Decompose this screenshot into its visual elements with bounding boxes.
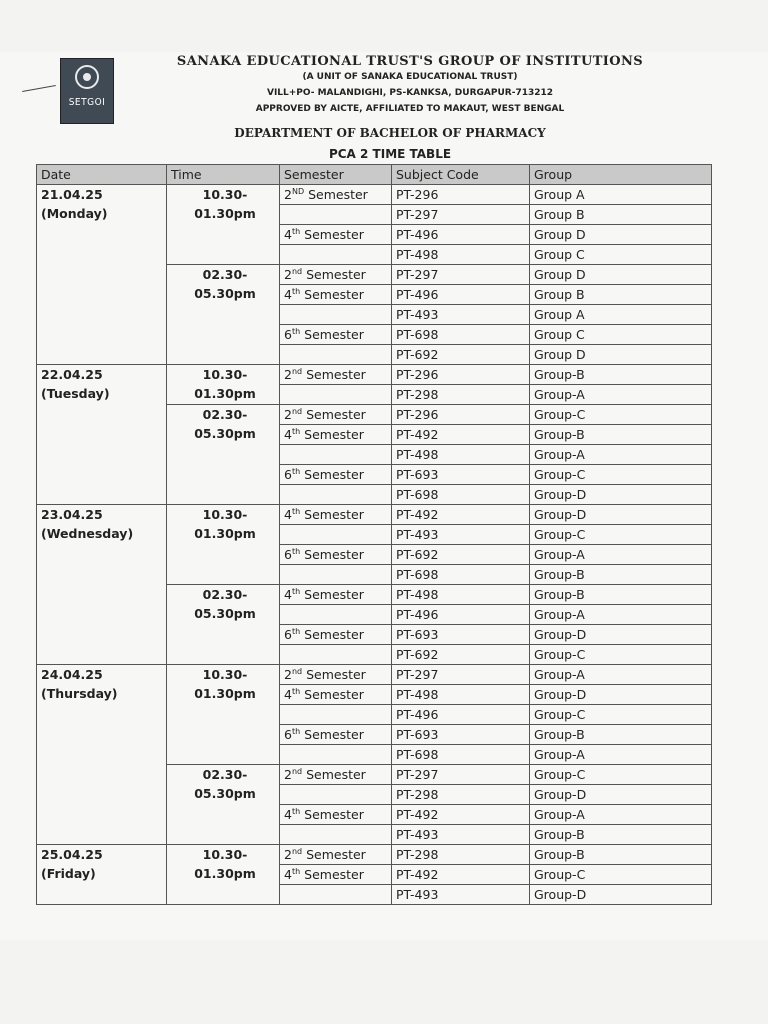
day-name: (Friday) [41,866,96,881]
semester-number: 6 [284,547,292,562]
group-cell: Group-B [530,365,712,385]
semester-cell [280,185,392,205]
semester-cell [280,325,392,345]
semester-cell [280,605,392,625]
page-title: PCA 2 TIME TABLE [328,147,452,161]
semester-number: 6 [284,727,292,742]
semester-ordinal: th [291,626,301,636]
group-cell: Group-D [530,685,712,705]
semester-cell [280,685,392,705]
time-end: 05.30pm [194,426,256,441]
group-cell: Group-D [530,885,712,905]
group-cell: Group D [530,265,712,285]
subject-code-cell: PT-297 [392,265,530,285]
semester-ordinal: th [291,686,301,696]
semester-cell [280,745,392,765]
column-header-date: Date [37,165,167,185]
time-end: 05.30pm [194,286,256,301]
semester-number: 2 [284,267,292,282]
semester-cell [280,205,392,225]
group-cell: Group-A [530,745,712,765]
semester-cell [280,265,392,285]
semester-ordinal: nd [291,666,303,676]
semester-cell [280,705,392,725]
time-end: 01.30pm [194,526,256,541]
subject-code-cell: PT-496 [392,225,530,245]
date-value: 24.04.25 [41,667,103,682]
time-end: 05.30pm [194,606,256,621]
semester-ordinal: th [291,326,301,336]
address-line: VILL+PO- MALANDIGHI, PS-KANKSA, DURGAPUR-713212 [266,88,554,98]
subject-code-cell: PT-296 [392,365,530,385]
semester-label: Semester [300,467,364,482]
semester-label: Semester [300,807,364,822]
table-row [37,845,712,865]
semester-number: 4 [284,287,292,302]
subject-code-cell: PT-492 [392,425,530,445]
group-cell: Group-A [530,545,712,565]
semester-ordinal: th [291,466,301,476]
subject-code-cell: PT-692 [392,345,530,365]
table-header-row [37,165,712,185]
subject-code-cell: PT-297 [392,205,530,225]
group-cell: Group-C [530,405,712,425]
semester-label: Semester [302,667,366,682]
group-cell: Group-A [530,805,712,825]
subject-code-cell: PT-492 [392,865,530,885]
semester-label: Semester [302,767,366,782]
semester-label: Semester [300,587,364,602]
subject-code-cell: PT-692 [392,645,530,665]
semester-number: 4 [284,427,292,442]
semester-ordinal: nd [291,846,303,856]
date-cell [37,665,167,845]
day-name: (Wednesday) [41,526,134,541]
subject-code-cell: PT-496 [392,705,530,725]
semester-label: Semester [300,867,364,882]
semester-ordinal: th [291,726,301,736]
table-row [37,365,712,385]
semester-ordinal: ND [291,186,305,196]
day-name: (Thursday) [41,686,118,701]
subject-code-cell: PT-693 [392,625,530,645]
subject-code-cell: PT-698 [392,745,530,765]
date-cell [37,185,167,365]
semester-ordinal: th [291,286,301,296]
group-cell: Group B [530,205,712,225]
date-value: 25.04.25 [41,847,103,862]
semester-number: 6 [284,627,292,642]
group-cell: Group-B [530,845,712,865]
time-start: 10.30- [202,187,248,202]
subject-code-cell: PT-493 [392,305,530,325]
semester-cell [280,625,392,645]
group-cell: Group-C [530,465,712,485]
subject-code-cell: PT-493 [392,525,530,545]
semester-cell [280,445,392,465]
semester-cell [280,765,392,785]
group-cell: Group-C [530,705,712,725]
group-cell: Group-D [530,505,712,525]
semester-cell [280,425,392,445]
group-cell: Group-B [530,725,712,745]
semester-number: 4 [284,687,292,702]
group-cell: Group-B [530,425,712,445]
semester-label: Semester [300,227,364,242]
time-end: 01.30pm [194,686,256,701]
semester-cell [280,865,392,885]
column-header-group: Group [530,165,712,185]
semester-cell [280,345,392,365]
subject-code-cell: PT-698 [392,565,530,585]
group-cell: Group A [530,185,712,205]
time-cell [167,365,280,405]
group-cell: Group-B [530,825,712,845]
subject-code-cell: PT-496 [392,285,530,305]
date-cell [37,505,167,665]
semester-label: Semester [304,187,368,202]
subject-code-cell: PT-297 [392,665,530,685]
emblem-icon [75,65,99,89]
semester-cell [280,225,392,245]
time-start: 02.30- [202,267,248,282]
semester-label: Semester [300,287,364,302]
semester-ordinal: th [291,506,301,516]
subject-code-cell: PT-493 [392,825,530,845]
timetable [36,164,712,905]
subject-code-cell: PT-297 [392,765,530,785]
semester-number: 2 [284,407,292,422]
semester-number: 2 [284,367,292,382]
subject-code-cell: PT-492 [392,805,530,825]
subject-code-cell: PT-298 [392,785,530,805]
time-cell [167,665,280,765]
table-row [37,185,712,205]
semester-cell [280,665,392,685]
column-header-subject-code: Subject Code [392,165,530,185]
group-cell: Group-B [530,565,712,585]
semester-label: Semester [300,427,364,442]
semester-number: 2 [284,667,292,682]
group-cell: Group-C [530,645,712,665]
semester-label: Semester [302,407,366,422]
semester-ordinal: th [291,426,301,436]
semester-number: 6 [284,327,292,342]
group-cell: Group D [530,225,712,245]
time-cell [167,185,280,265]
column-header-semester: Semester [280,165,392,185]
semester-label: Semester [302,267,366,282]
semester-label: Semester [300,627,364,642]
semester-ordinal: th [291,806,301,816]
semester-cell [280,585,392,605]
subject-code-cell: PT-698 [392,325,530,345]
time-start: 02.30- [202,407,248,422]
time-cell [167,845,280,905]
semester-number: 2 [284,767,292,782]
time-start: 10.30- [202,367,248,382]
semester-number: 4 [284,867,292,882]
institution-name: SANAKA EDUCATIONAL TRUST'S GROUP OF INSTITUTIONS [176,54,644,69]
semester-cell [280,385,392,405]
semester-cell [280,825,392,845]
time-cell [167,265,280,365]
group-cell: Group-C [530,865,712,885]
group-cell: Group-A [530,605,712,625]
date-cell [37,365,167,505]
time-start: 02.30- [202,767,248,782]
semester-number: 4 [284,807,292,822]
group-cell: Group A [530,305,712,325]
subject-code-cell: PT-498 [392,685,530,705]
group-cell: Group B [530,285,712,305]
semester-label: Semester [300,547,364,562]
semester-label: Semester [300,687,364,702]
group-cell: Group-B [530,585,712,605]
subject-code-cell: PT-493 [392,885,530,905]
semester-cell [280,785,392,805]
semester-cell [280,485,392,505]
table-row [37,505,712,525]
time-start: 10.30- [202,847,248,862]
time-start: 10.30- [202,667,248,682]
semester-cell [280,645,392,665]
semester-cell [280,245,392,265]
subject-code-cell: PT-492 [392,505,530,525]
semester-cell [280,525,392,545]
group-cell: Group C [530,325,712,345]
table-row [37,665,712,685]
column-header-time: Time [167,165,280,185]
time-end: 01.30pm [194,866,256,881]
group-cell: Group C [530,245,712,265]
subject-code-cell: PT-498 [392,245,530,265]
group-cell: Group D [530,345,712,365]
time-end: 01.30pm [194,206,256,221]
semester-ordinal: th [291,866,301,876]
department-title: DEPARTMENT OF BACHELOR OF PHARMACY [234,126,546,140]
semester-cell [280,505,392,525]
time-cell [167,405,280,505]
subject-code-cell: PT-693 [392,465,530,485]
semester-ordinal: nd [291,366,303,376]
approval-line: APPROVED BY AICTE, AFFILIATED TO MAKAUT, WEST BENGAL [255,104,565,114]
semester-label: Semester [302,847,366,862]
semester-number: 6 [284,467,292,482]
date-value: 21.04.25 [41,187,103,202]
semester-ordinal: nd [291,766,303,776]
day-name: (Monday) [41,206,108,221]
semester-number: 2 [284,187,292,202]
group-cell: Group-D [530,625,712,645]
semester-label: Semester [300,327,364,342]
subject-code-cell: PT-298 [392,385,530,405]
semester-ordinal: th [291,226,301,236]
subject-code-cell: PT-496 [392,605,530,625]
semester-cell [280,565,392,585]
semester-cell [280,725,392,745]
semester-cell [280,405,392,425]
group-cell: Group-C [530,525,712,545]
time-end: 01.30pm [194,386,256,401]
semester-ordinal: th [291,546,301,556]
semester-label: Semester [302,367,366,382]
semester-cell [280,845,392,865]
semester-number: 4 [284,227,292,242]
time-cell [167,765,280,845]
semester-cell [280,805,392,825]
semester-cell [280,365,392,385]
date-cell [37,845,167,905]
subject-code-cell: PT-298 [392,845,530,865]
semester-number: 4 [284,587,292,602]
group-cell: Group-D [530,785,712,805]
subject-code-cell: PT-296 [392,185,530,205]
time-start: 02.30- [202,587,248,602]
group-cell: Group-A [530,665,712,685]
semester-label: Semester [300,727,364,742]
date-value: 23.04.25 [41,507,103,522]
time-cell [167,505,280,585]
group-cell: Group-A [530,445,712,465]
semester-cell [280,545,392,565]
date-value: 22.04.25 [41,367,103,382]
semester-label: Semester [300,507,364,522]
semester-ordinal: nd [291,266,303,276]
unit-line: (A UNIT OF SANAKA EDUCATIONAL TRUST) [302,72,518,82]
time-cell [167,585,280,665]
group-cell: Group-A [530,385,712,405]
semester-ordinal: nd [291,406,303,416]
semester-cell [280,305,392,325]
semester-ordinal: th [291,586,301,596]
semester-cell [280,285,392,305]
logo-text: SETGOI [68,97,106,108]
subject-code-cell: PT-498 [392,445,530,465]
day-name: (Tuesday) [41,386,110,401]
subject-code-cell: PT-693 [392,725,530,745]
group-cell: Group-D [530,485,712,505]
time-start: 10.30- [202,507,248,522]
time-end: 05.30pm [194,786,256,801]
semester-cell [280,465,392,485]
subject-code-cell: PT-296 [392,405,530,425]
semester-cell [280,885,392,905]
semester-number: 2 [284,847,292,862]
subject-code-cell: PT-698 [392,485,530,505]
semester-number: 4 [284,507,292,522]
group-cell: Group-C [530,765,712,785]
subject-code-cell: PT-692 [392,545,530,565]
subject-code-cell: PT-498 [392,585,530,605]
